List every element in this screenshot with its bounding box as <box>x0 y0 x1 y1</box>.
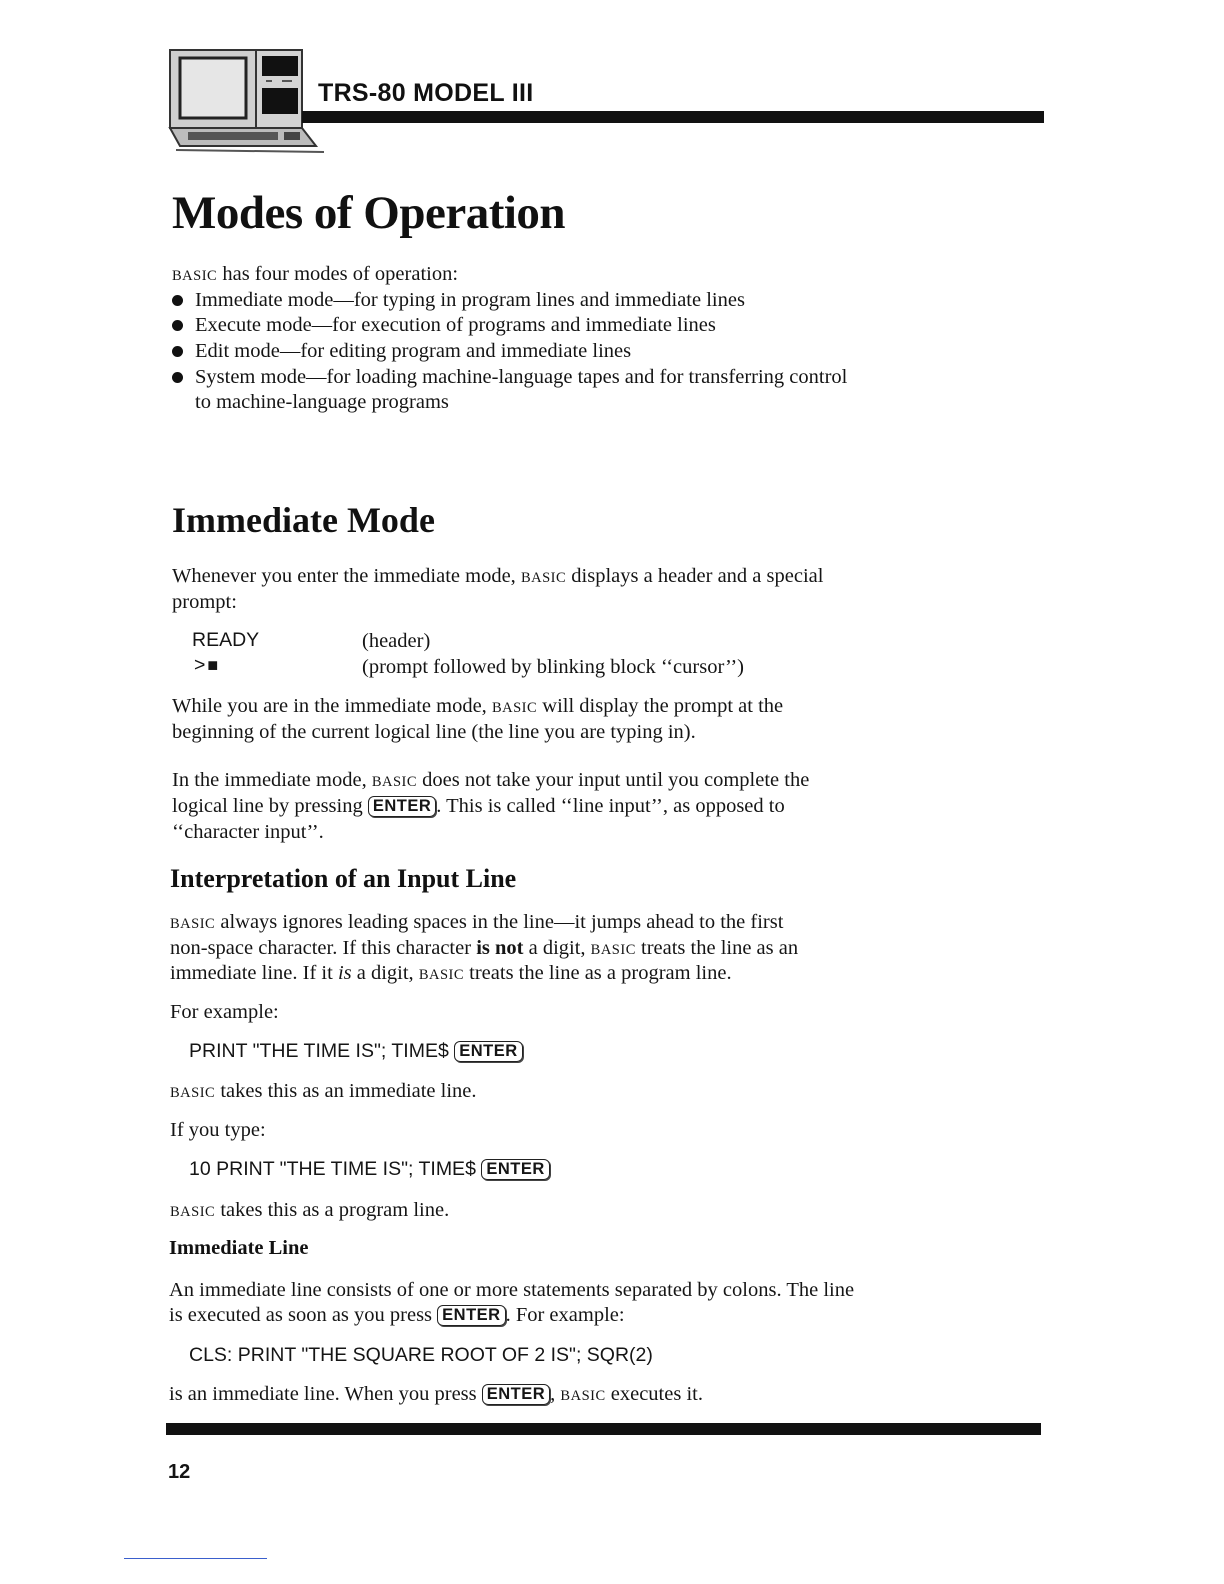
list-item-continuation: to machine-language programs <box>195 391 449 413</box>
paragraph: Whenever you enter the immediate mode, BASIC displays a header and a special <box>172 565 824 587</box>
enter-key-icon: ENTER <box>481 1159 549 1180</box>
paragraph: immediate line. If it is a digit, BASIC treats the line as a program line. <box>170 962 732 984</box>
paragraph: beginning of the current logical line (the line you are typing in). <box>172 721 696 743</box>
screen-ready-desc: (header) <box>362 630 431 652</box>
code-example: CLS: PRINT "THE SQUARE ROOT OF 2 IS"; SQR(2) <box>189 1344 653 1366</box>
paragraph: BASIC always ignores leading spaces in the line—it jumps ahead to the first <box>170 911 784 933</box>
screen-ready-text: READY <box>192 629 260 651</box>
paragraph: If you type: <box>170 1119 266 1141</box>
paragraph: BASIC takes this as an immediate line. <box>170 1080 477 1102</box>
cursor-block-icon: ■ <box>207 655 219 675</box>
paragraph: ‘‘character input’’. <box>172 821 324 843</box>
section-heading-immediate-mode: Immediate Mode <box>172 500 435 540</box>
page-number: 12 <box>168 1461 191 1483</box>
enter-key-icon: ENTER <box>482 1384 550 1405</box>
bullet-icon <box>172 372 183 383</box>
bullet-icon <box>172 295 183 306</box>
bullet-icon <box>172 320 183 331</box>
paragraph: is executed as soon as you press ENTER . For example: <box>169 1304 625 1326</box>
enter-key-icon: ENTER <box>454 1041 522 1062</box>
paragraph: is an immediate line. When you press ENTER , BASIC executes it. <box>169 1383 703 1405</box>
screen-prompt-desc: (prompt followed by blinking block ‘‘cursor’’) <box>362 656 745 678</box>
footer-rule <box>166 1423 1041 1435</box>
intro-text: BASIC has four modes of operation: <box>172 263 459 285</box>
enter-key-icon: ENTER <box>368 796 436 817</box>
paragraph: logical line by pressing ENTER . This is called ‘‘line input’’, as opposed to <box>172 795 785 817</box>
paragraph: For example: <box>170 1001 279 1023</box>
paragraph: non-space character. If this character is not a digit, BASIC treats the line as an <box>170 937 799 959</box>
footer-divider <box>124 1558 267 1559</box>
trs80-computer-illustration <box>166 46 326 156</box>
basic-keyword: BASIC <box>172 268 218 284</box>
code-example: PRINT "THE TIME IS"; TIME$ ENTER <box>189 1040 523 1063</box>
paragraph: An immediate line consists of one or more statements separated by colons. The line <box>169 1279 855 1301</box>
page-title: Modes of Operation <box>172 187 566 239</box>
subsection-heading-immediate-line: Immediate Line <box>169 1237 309 1259</box>
code-example: 10 PRINT "THE TIME IS"; TIME$ ENTER <box>189 1158 550 1181</box>
enter-key-icon: ENTER <box>437 1305 505 1326</box>
header-title: TRS-80 MODEL III <box>318 79 534 107</box>
bullet-icon <box>172 346 183 357</box>
paragraph: While you are in the immediate mode, BASIC will display the prompt at the <box>172 695 784 717</box>
paragraph: BASIC takes this as a program line. <box>170 1199 450 1221</box>
header-rule <box>302 111 1044 123</box>
paragraph: In the immediate mode, BASIC does not take your input until you complete the <box>172 769 810 791</box>
screen-prompt: > ■ <box>194 654 219 676</box>
paragraph: prompt: <box>172 591 237 613</box>
section-heading-interpretation: Interpretation of an Input Line <box>170 864 517 893</box>
